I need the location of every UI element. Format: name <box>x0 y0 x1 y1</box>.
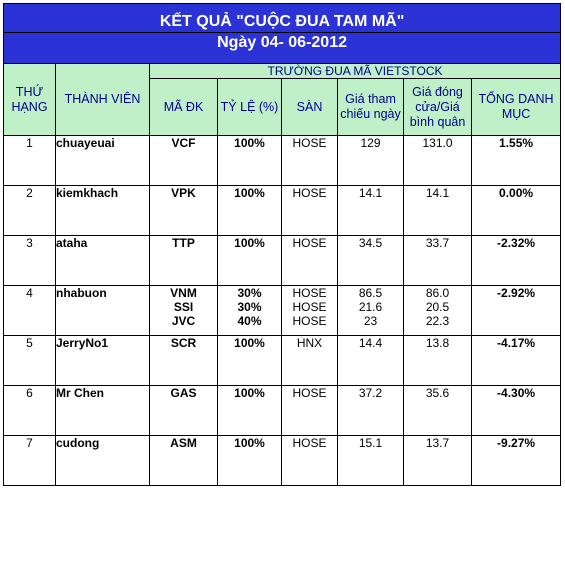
cell-close-price-line: 13.8 <box>425 336 450 350</box>
cell-ref-price-line: 129 <box>360 136 381 150</box>
cell-ref-price <box>338 186 404 236</box>
cell-ratio-line: 100% <box>234 136 265 150</box>
cell-code-line: JVC <box>171 314 196 328</box>
table-row <box>4 286 561 336</box>
cell-code <box>150 286 218 336</box>
cell-total: 1.55% <box>472 136 561 186</box>
cell-rank: 5 <box>4 336 56 386</box>
cell-code-line: TTP <box>172 236 195 250</box>
cell-total: -4.30% <box>472 386 561 436</box>
table-row <box>4 386 561 436</box>
cell-member: Mr Chen <box>56 386 150 436</box>
cell-ratio <box>218 336 282 386</box>
cell-ref-price <box>338 286 404 336</box>
cell-total: -9.27% <box>472 436 561 486</box>
cell-ref-price <box>338 136 404 186</box>
cell-exchange-line: HOSE <box>292 186 327 200</box>
cell-ref-price <box>338 336 404 386</box>
report-date: Ngày 04- 06-2012 <box>4 33 561 64</box>
cell-ref-price <box>338 386 404 436</box>
cell-ratio-line: 100% <box>234 336 265 350</box>
cell-ratio-line: 100% <box>234 236 265 250</box>
cell-ratio-line: 100% <box>234 186 265 200</box>
cell-exchange <box>282 436 338 486</box>
table-row <box>4 236 561 286</box>
cell-close-price-line: 35.6 <box>425 386 450 400</box>
cell-member: kiemkhach <box>56 186 150 236</box>
cell-exchange <box>282 136 338 186</box>
cell-ratio <box>218 236 282 286</box>
cell-code <box>150 436 218 486</box>
cell-code <box>150 186 218 236</box>
cell-close-price <box>404 336 472 386</box>
cell-exchange-line: HOSE <box>292 136 327 150</box>
cell-ref-price <box>338 436 404 486</box>
table-row <box>4 436 561 486</box>
cell-exchange <box>282 336 338 386</box>
table-row <box>4 336 561 386</box>
header-exchange: SÀN <box>282 79 338 136</box>
cell-total: -2.32% <box>472 236 561 286</box>
cell-ratio <box>218 136 282 186</box>
cell-total: 0.00% <box>472 186 561 236</box>
cell-code <box>150 386 218 436</box>
cell-rank: 1 <box>4 136 56 186</box>
cell-close-price-line: 14.1 <box>425 186 450 200</box>
header-ratio: TỶ LỆ (%) <box>218 79 282 136</box>
cell-exchange <box>282 236 338 286</box>
cell-close-price-line: 131.0 <box>422 136 453 150</box>
cell-code-line: ASM <box>170 436 197 450</box>
cell-ratio-line: 40% <box>237 314 262 328</box>
results-table <box>3 3 561 486</box>
cell-code-line: SCR <box>170 336 197 350</box>
cell-rank: 3 <box>4 236 56 286</box>
cell-close-price-line: 33.7 <box>425 236 450 250</box>
cell-ratio-line: 100% <box>234 386 265 400</box>
cell-close-price-line: 86.0 <box>425 286 450 300</box>
cell-exchange-line: HOSE <box>292 300 327 314</box>
cell-ref-price-line: 23 <box>363 314 378 328</box>
cell-code-line: VCF <box>171 136 196 150</box>
cell-close-price-line: 20.5 <box>425 300 450 314</box>
cell-close-price <box>404 436 472 486</box>
cell-exchange <box>282 286 338 336</box>
cell-rank: 7 <box>4 436 56 486</box>
cell-exchange <box>282 186 338 236</box>
cell-ratio-line: 30% <box>237 300 262 314</box>
cell-exchange-line: HOSE <box>292 286 327 300</box>
cell-ref-price-line: 14.1 <box>358 186 383 200</box>
cell-code-line: VNM <box>170 286 197 300</box>
cell-code <box>150 136 218 186</box>
cell-exchange-line: HOSE <box>292 314 327 328</box>
cell-ref-price-line: 21.6 <box>358 300 383 314</box>
cell-code-line: VPK <box>171 186 196 200</box>
header-code: MÃ ĐK <box>150 79 218 136</box>
header-rank: THỨ HẠNG <box>4 64 56 136</box>
report-title: KẾT QUẢ "CUỘC ĐUA TAM MÃ" <box>4 4 561 33</box>
cell-member: chuayeuai <box>56 136 150 186</box>
cell-ref-price-line: 86.5 <box>358 286 383 300</box>
cell-close-price <box>404 236 472 286</box>
cell-close-price <box>404 186 472 236</box>
header-close-price: Giá đóng cửa/Giá bình quân <box>404 79 472 136</box>
cell-exchange-line: HNX <box>296 336 323 350</box>
cell-ref-price-line: 15.1 <box>358 436 383 450</box>
cell-member: nhabuon <box>56 286 150 336</box>
cell-total: -2.92% <box>472 286 561 336</box>
cell-ratio <box>218 186 282 236</box>
table-row <box>4 136 561 186</box>
cell-exchange-line: HOSE <box>292 386 327 400</box>
header-total: TỔNG DANH MỤC <box>472 79 561 136</box>
cell-member: cudong <box>56 436 150 486</box>
cell-close-price-line: 22.3 <box>425 314 450 328</box>
cell-ratio <box>218 386 282 436</box>
cell-total: -4.17% <box>472 336 561 386</box>
cell-member: ataha <box>56 236 150 286</box>
cell-close-price-line: 13.7 <box>425 436 450 450</box>
cell-ref-price-line: 37.2 <box>358 386 383 400</box>
cell-exchange-line: HOSE <box>292 236 327 250</box>
header-member: THÀNH VIÊN <box>56 64 150 136</box>
cell-ratio-line: 30% <box>237 286 262 300</box>
cell-rank: 2 <box>4 186 56 236</box>
cell-ref-price-line: 14.4 <box>358 336 383 350</box>
cell-close-price <box>404 286 472 336</box>
cell-exchange <box>282 386 338 436</box>
cell-exchange-line: HOSE <box>292 436 327 450</box>
cell-ratio-line: 100% <box>234 436 265 450</box>
cell-close-price <box>404 136 472 186</box>
cell-code <box>150 336 218 386</box>
cell-ref-price-line: 34.5 <box>358 236 383 250</box>
cell-member: JerryNo1 <box>56 336 150 386</box>
cell-rank: 6 <box>4 386 56 436</box>
header-race: TRƯỜNG ĐUA MÃ VIETSTOCK <box>150 64 561 79</box>
cell-code-line: GAS <box>170 386 197 400</box>
cell-code <box>150 236 218 286</box>
cell-ratio <box>218 286 282 336</box>
header-ref-price: Giá tham chiếu ngày <box>338 79 404 136</box>
cell-close-price <box>404 386 472 436</box>
cell-code-line: SSI <box>173 300 194 314</box>
table-row <box>4 186 561 236</box>
cell-ratio <box>218 436 282 486</box>
cell-rank: 4 <box>4 286 56 336</box>
cell-ref-price <box>338 236 404 286</box>
